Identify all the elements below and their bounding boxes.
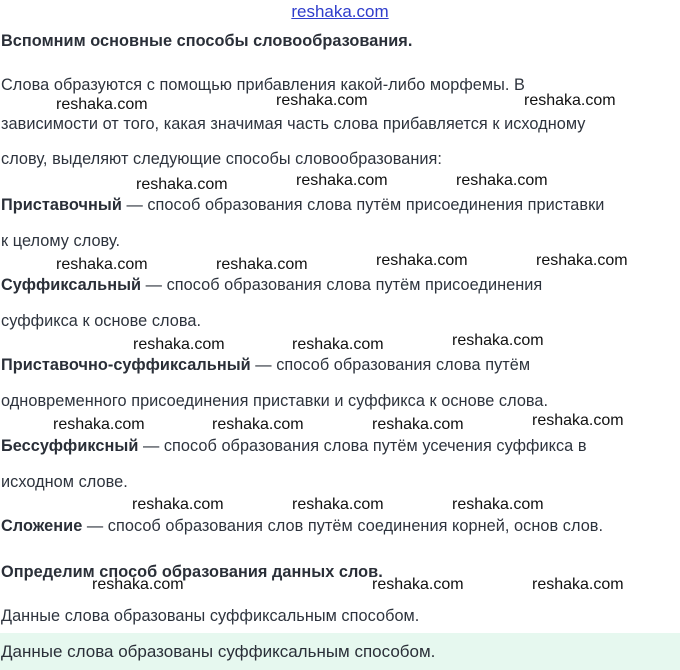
watermark: reshaka.com (136, 176, 228, 193)
method-suffix-line-2: суффикса к основе слова. (1, 312, 202, 330)
answer-text: Данные слова образованы суффиксальным способом. (1, 642, 436, 661)
watermark: reshaka.com (56, 256, 148, 273)
method-nonsuffix-line-2: исходном слове. (1, 473, 128, 491)
watermark: reshaka.com (92, 576, 184, 593)
method-prefix-term: Приставочный (1, 196, 122, 214)
method-prefix-suffix-term: Приставочно-суффиксальный (1, 356, 251, 374)
intro-line-3: слову, выделяют следующие способы словообразования: (1, 150, 442, 168)
method-suffix-desc: — способ образования слова путём присоединения (141, 276, 543, 294)
watermark: reshaka.com (212, 416, 304, 433)
method-suffix-term: Суффиксальный (1, 276, 142, 294)
watermark: reshaka.com (532, 412, 624, 429)
watermark: reshaka.com (292, 336, 384, 353)
method-prefix-suffix-line-2: одновременного присоединения приставки и суффикса к основе слова. (1, 392, 549, 410)
method-prefix-line-2: к целому слову. (1, 232, 121, 250)
heading-determine (1, 562, 383, 582)
method-compounding-term: Сложение (1, 517, 83, 535)
intro-line-1: Слова образуются с помощью прибавления какой-либо морфемы. В (1, 76, 525, 94)
watermark: reshaka.com (372, 416, 464, 433)
watermark: reshaka.com (536, 252, 628, 269)
method-prefix (1, 195, 604, 215)
method-nonsuffix (1, 436, 587, 456)
method-nonsuffix-desc: — способ образования слова путём усечения суффикса в (138, 437, 587, 455)
watermark: reshaka.com (524, 92, 616, 109)
site-header-link[interactable]: reshaka.com (291, 2, 389, 21)
watermark: reshaka.com (452, 332, 544, 349)
watermark: reshaka.com (56, 96, 148, 113)
watermark: reshaka.com (456, 172, 548, 189)
watermark: reshaka.com (133, 336, 225, 353)
heading-recall-text: Вспомним основные способы словообразования. (1, 32, 413, 50)
watermark: reshaka.com (296, 172, 388, 189)
watermark: reshaka.com (276, 92, 368, 109)
method-suffix (1, 275, 542, 295)
method-prefix-suffix (1, 355, 530, 375)
watermark: reshaka.com (292, 496, 384, 513)
watermark: reshaka.com (376, 252, 468, 269)
watermark: reshaka.com (372, 576, 464, 593)
watermark: reshaka.com (216, 256, 308, 273)
watermark: reshaka.com (132, 496, 224, 513)
answer-box (0, 633, 680, 670)
method-compounding (1, 516, 603, 536)
result-text: Данные слова образованы суффиксальным способом. (1, 607, 420, 625)
method-prefix-desc: — способ образования слова путём присоединения приставки (121, 196, 605, 214)
watermark: reshaka.com (452, 496, 544, 513)
heading-recall (1, 31, 412, 51)
method-compounding-desc: — способ образования слов путём соединения корней, основ слов. (82, 517, 604, 535)
intro-line-2: зависимости от того, какая значимая часть слова прибавляется к исходному (1, 115, 586, 133)
heading-determine-text: Определим способ образования данных слов. (1, 563, 383, 581)
watermark: reshaka.com (53, 416, 145, 433)
watermark: reshaka.com (532, 576, 624, 593)
method-prefix-suffix-desc: — способ образования слова путём (250, 356, 531, 374)
method-nonsuffix-term: Бессуффиксный (1, 437, 139, 455)
